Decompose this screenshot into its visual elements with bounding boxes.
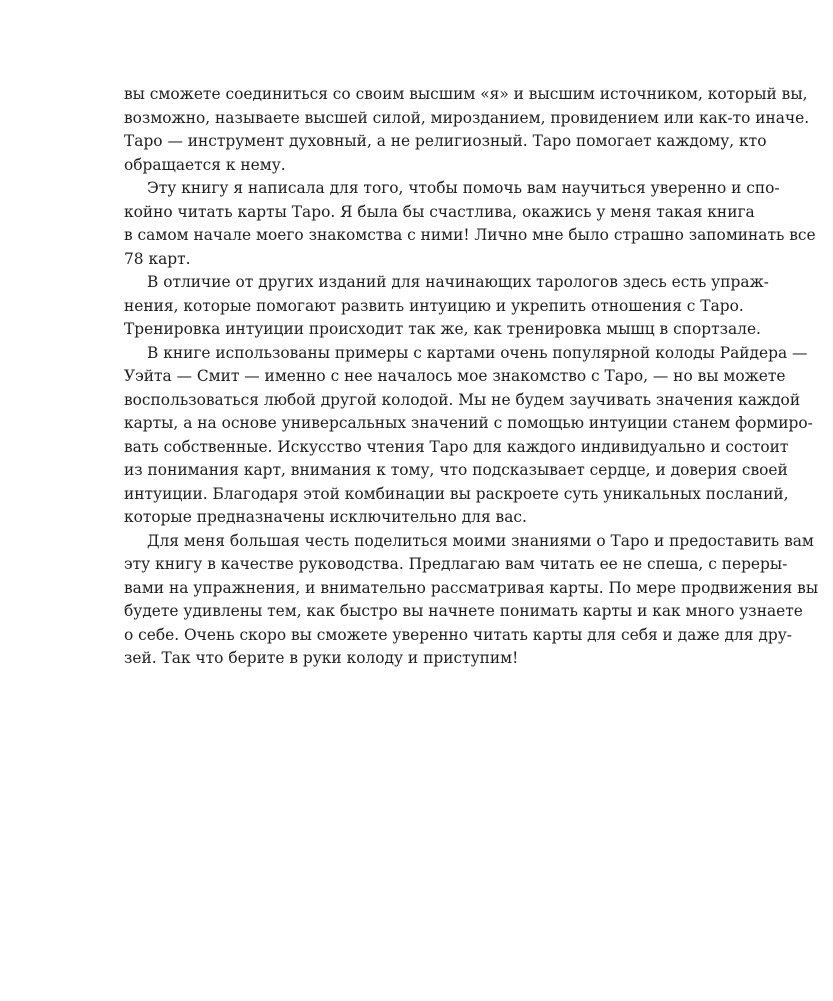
text-line: возможно, называете высшей силой, мирозданием, провидением или как-то иначе. (124, 108, 810, 127)
text-line: будете удивлены тем, как быстро вы начнете понимать карты и как много узнаете (124, 602, 803, 620)
text-line: вами на упражнения, и внимательно рассматривая карты. По мере продвижения вы (124, 578, 819, 597)
text-line: эту книгу в качестве руководства. Предлагаю вам читать ее не спеша, с переры- (124, 555, 788, 573)
paragraph-1 (124, 83, 810, 177)
text-line: Для меня большая честь поделиться моими знаниями о Таро и предоставить вам (147, 531, 814, 550)
text-line: зей. Так что берите в руки колоду и приступим! (124, 649, 519, 667)
paragraph-4 (124, 342, 813, 530)
body-text (124, 83, 819, 671)
text-line: из понимания карт, внимания к тому, что подсказывает сердце, и доверия своей (124, 461, 788, 479)
text-line: В отличие от других изданий для начинающих тарологов здесь есть упраж- (147, 273, 769, 291)
text-line: карты, а на основе универсальных значений с помощью интуиции станем формиро- (124, 414, 813, 432)
text-line: обращается к нему. (124, 155, 286, 174)
text-line: Тренировка интуиции происходит так же, как тренировка мышц в спортзале. (124, 320, 761, 338)
paragraph-3 (124, 271, 769, 342)
text-line: Эту книгу я написала для того, чтобы помочь вам научиться уверенно и спо- (147, 179, 780, 197)
text-line: о себе. Очень скоро вы сможете уверенно читать карты для себя и даже для дру- (124, 625, 792, 644)
paragraph-5 (124, 530, 819, 671)
text-line: вы сможете соединиться со своим высшим «я» и высшим источником, который вы, (124, 85, 808, 103)
text-line: Таро — инструмент духовный, а не религиозный. Таро помогает каждому, кто (124, 132, 767, 150)
text-line: вать собственные. Искусство чтения Таро для каждого индивидуально и состоит (124, 437, 789, 456)
text-line: нения, которые помогают развить интуицию и укрепить отношения с Таро. (124, 296, 744, 315)
text-line: которые предназначены исключительно для вас. (124, 508, 527, 526)
paragraph-2 (124, 177, 816, 271)
text-line: Уэйта — Смит — именно с нее началось мое знакомство с Таро, — но вы можете (124, 367, 786, 385)
text-line: воспользоваться любой другой колодой. Мы не будем заучивать значения каждой (124, 390, 801, 409)
text-line: 78 карт. (124, 249, 191, 268)
text-line: в самом начале моего знакомства с ними! Лично мне было страшно запоминать все (124, 226, 816, 244)
text-line: интуиции. Благодаря этой комбинации вы раскроете суть уникальных посланий, (124, 484, 789, 503)
text-line: В книге использованы примеры с картами очень популярной колоды Райдера — (147, 343, 808, 362)
text-line: койно читать карты Таро. Я была бы счастлива, окажись у меня такая книга (124, 202, 755, 221)
